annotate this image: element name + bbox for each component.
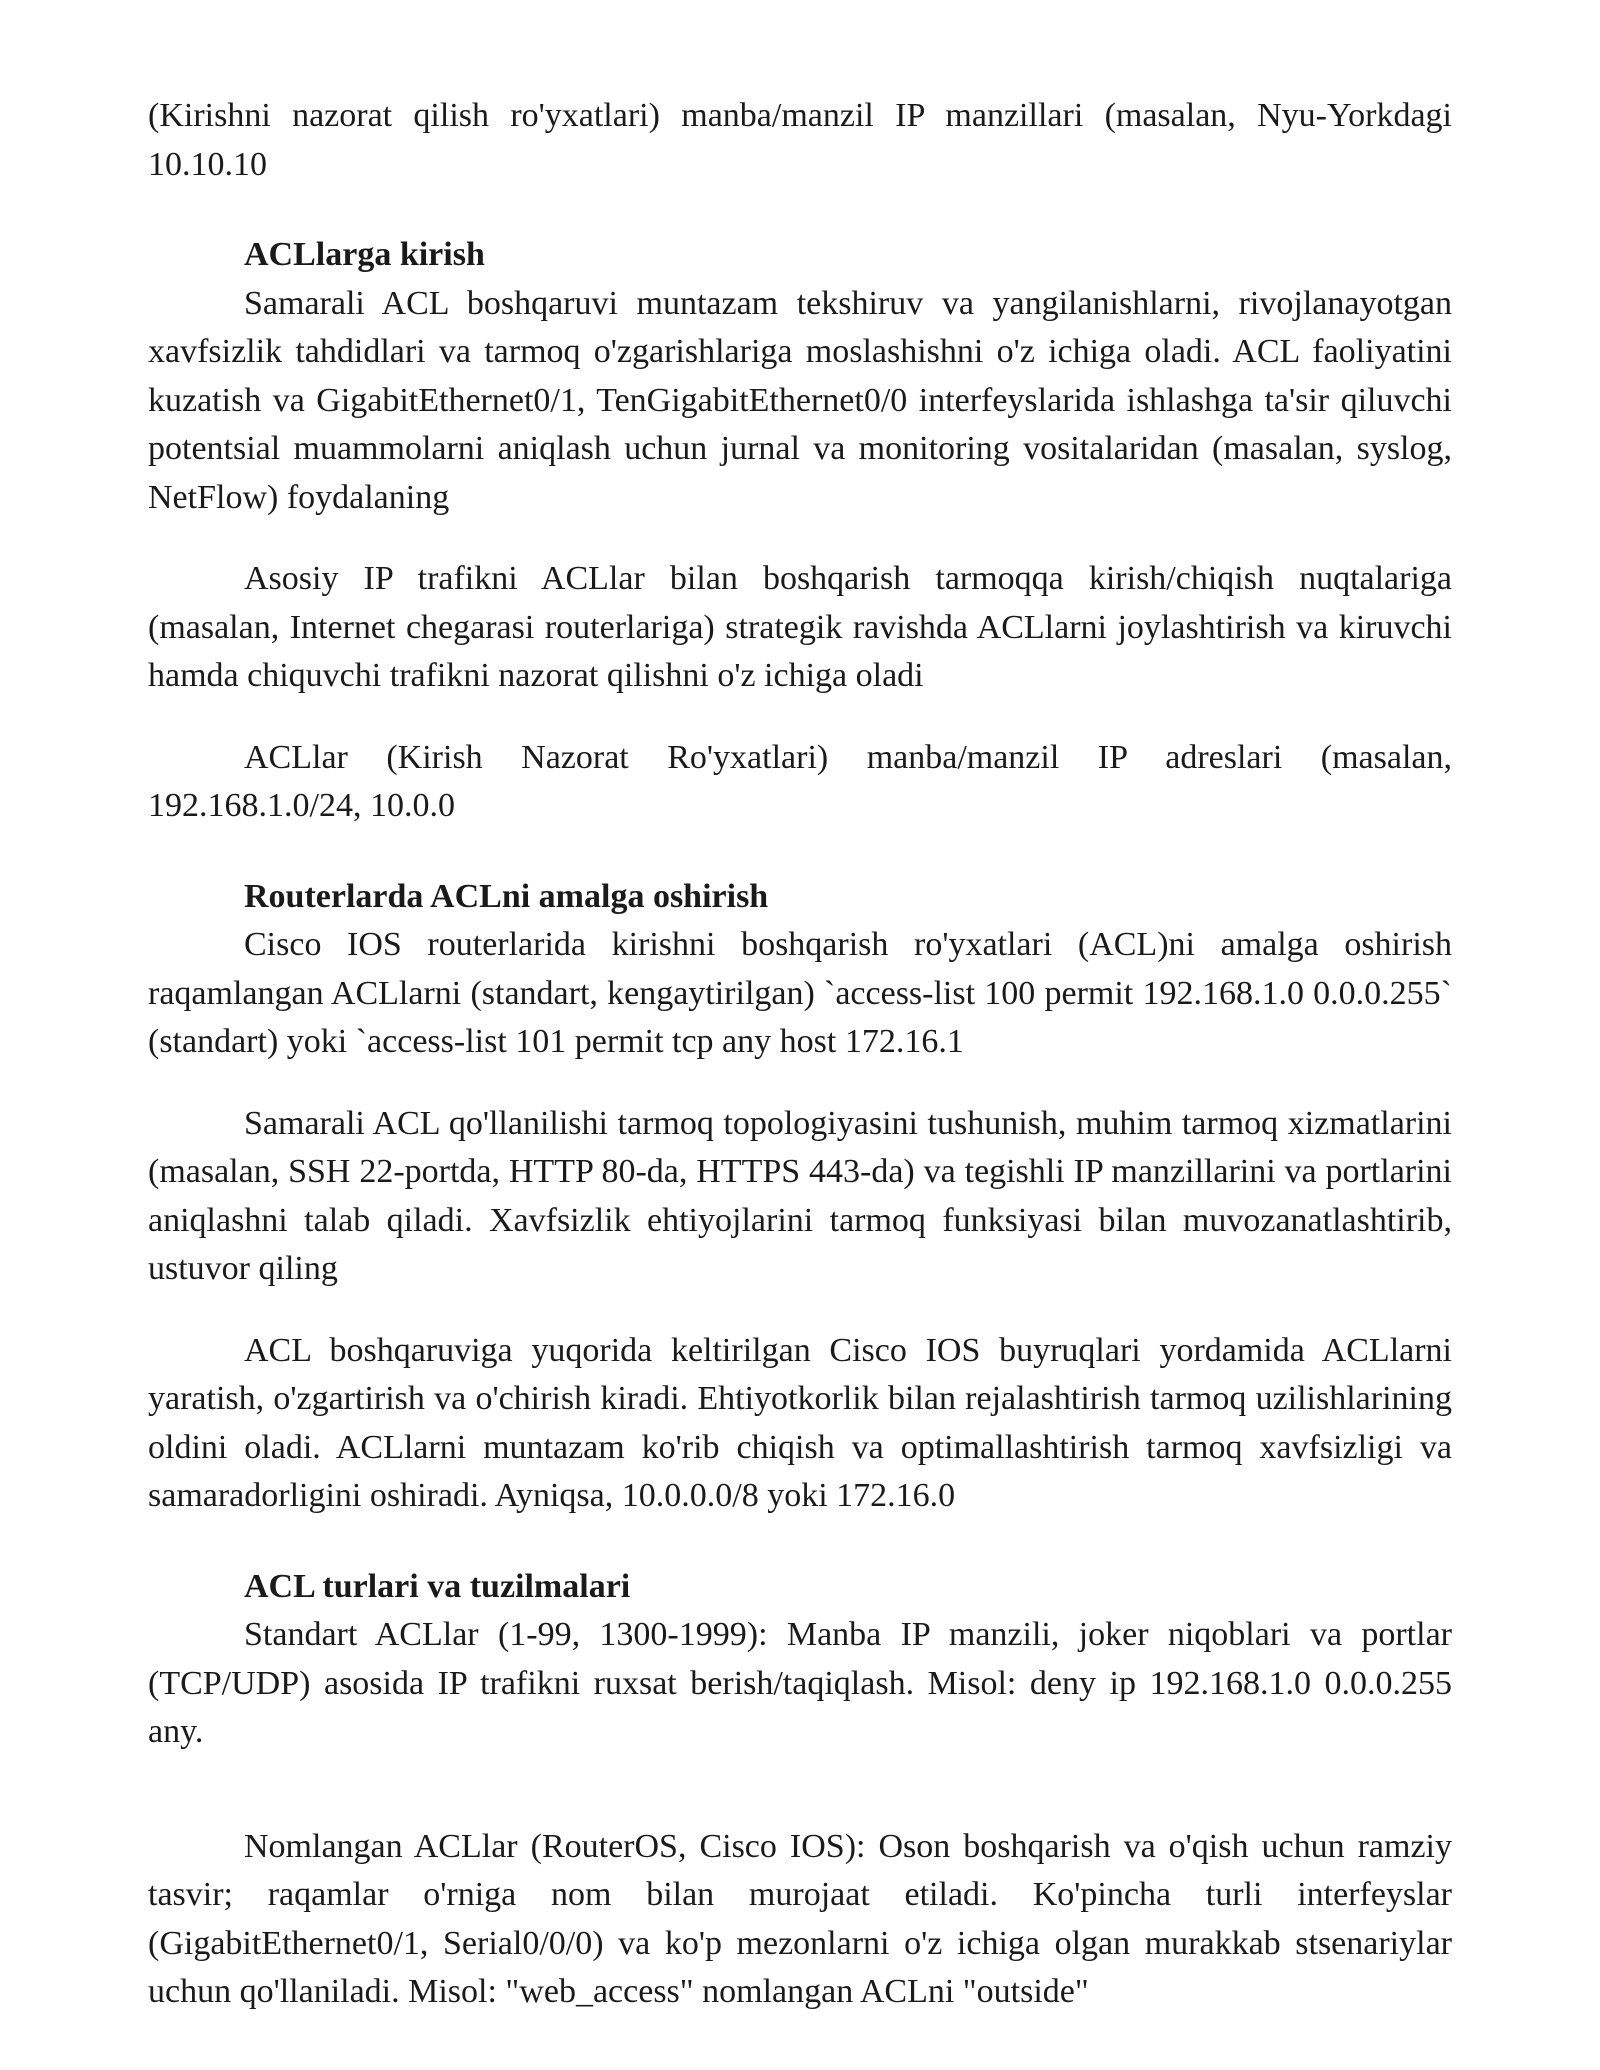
acl-intro-paragraph: Samarali ACL boshqaruvi muntazam tekshiruv va yangilanishlarni, rivojlanayotgan xavfsizlik tahdidlari va tarmoq o'zgarishlariga moslashishni o'z ichiga oladi. ACL faoliyatini kuzatish va GigabitEthernet0/1, TenGigabitEthernet0/0 interfeyslarida ishlashga ta'sir qiluvchi potentsial muammolarni aniqlash uchun jurnal va monitoring vositalaridan (masalan, syslog, NetFlow) foydalaning <box>148 284 1452 516</box>
standard-acl-paragraph: Standart ACLlar (1-99, 1300-1999): Manba IP manzili, joker niqoblari va portlar (TCP/UDP) asosida IP trafikni ruxsat berish/taqiqlash. Misol: deny ip 192.168.1.0 0.0.0.255 any. <box>148 1616 1452 1750</box>
acl-list-paragraph: ACLlar (Kirish Nazorat Ro'yxatlari) manba/manzil IP adreslari (masalan, 192.168.1.0/24, 10.0.0 <box>148 738 1452 824</box>
heading-acl-types: ACL turlari va tuzilmalari <box>244 1567 631 1605</box>
named-acl-paragraph: Nomlangan ACLlar (RouterOS, Cisco IOS): Oson boshqarish va o'qish uchun ramziy tasvir; raqamlar o'rniga nom bilan murojaat etiladi. Ko'pincha turli interfeyslar (GigabitEthernet0/1, Serial0/0/0) va ko'p mezonlarni o'z ichiga olgan murakkab stsenariylar uchun qo'llaniladi. Misol: "web_access" nomlangan ACLni "outside" <box>148 1827 1452 2010</box>
heading-acl-intro: ACLlarga kirish <box>244 236 485 273</box>
intro-paragraph: (Kirishni nazorat qilish ro'yxatlari) manba/manzil IP manzillari (masalan, Nyu-Yorkdagi 10.10.10 <box>148 97 1452 183</box>
document-page <box>148 92 1452 2017</box>
basic-ip-paragraph: Asosiy IP trafikni ACLlar bilan boshqarish tarmoqqa kirish/chiqish nuqtalariga (masalan, Internet chegarasi routerlariga) strategik ravishda ACLlarni joylashtirish va kiruvchi hamda chiquvchi trafikni nazorat qilishni o'z ichiga oladi <box>148 560 1452 694</box>
acl-management-paragraph: ACL boshqaruviga yuqorida keltirilgan Cisco IOS buyruqlari yordamida ACLlarni yaratish, o'zgartirish va o'chirish kiradi. Ehtiyotkorlik bilan rejalashtirish tarmoq uzilishlarining oldini oladi. ACLlarni muntazam ko'rib chiqish va optimallashtirish tarmoq xavfsizligi va samaradorligini oshiradi. Ayniqsa, 10.0.0.0/8 yoki 172.16.0 <box>148 1331 1452 1514</box>
cisco-ios-paragraph: Cisco IOS routerlarida kirishni boshqarish ro'yxatlari (ACL)ni amalga oshirish raqamlangan ACLlarni (standart, kengaytirilgan) `access-list 100 permit 192.168.1.0 0.0.0.255` (standart) yoki `access-list 101 permit tcp any host 172.16.1 <box>148 926 1452 1060</box>
effective-acl-paragraph: Samarali ACL qo'llanilishi tarmoq topologiyasini tushunish, muhim tarmoq xizmatlarini (masalan, SSH 22-portda, HTTP 80-da, HTTPS 443-da) va tegishli IP manzillarini va portlarini aniqlashni talab qiladi. Xavfsizlik ehtiyojlarini tarmoq funksiyasi bilan muvozanatlashtirib, ustuvor qiling <box>148 1104 1452 1287</box>
heading-routers: Routerlarda ACLni amalga oshirish <box>244 877 769 915</box>
